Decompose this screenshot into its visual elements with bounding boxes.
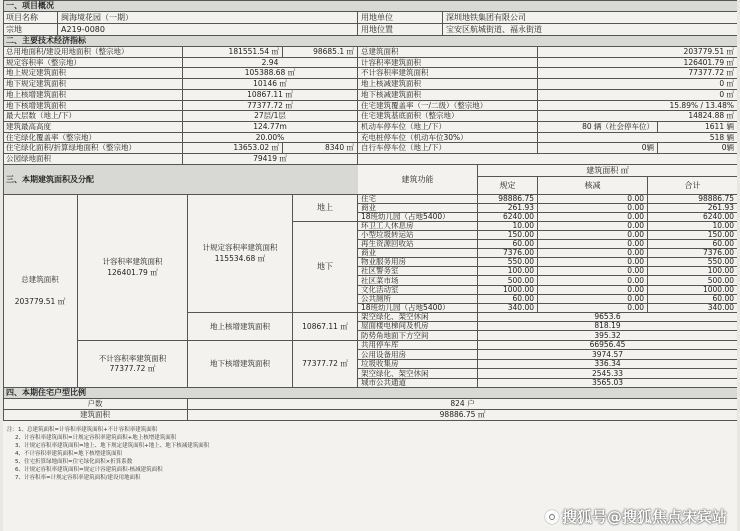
function-name: 18班幼儿园（占地5400） xyxy=(358,213,478,222)
indicator-value: 0辆 xyxy=(538,143,658,154)
area-reduce: 0.00 xyxy=(538,213,648,222)
indicator-label: 地下规定建筑面积 xyxy=(3,79,183,90)
footnote: 7、计容积率=计规定容积率建筑面积/建设用地面积 xyxy=(15,475,141,481)
added-function-name: 垃圾收集房 xyxy=(358,360,478,369)
above-ground-label: 地上 xyxy=(293,195,358,222)
header-total: 合计 xyxy=(648,177,737,195)
footnote: 6、计规定容积率建筑面积=规定计容建筑面积-核减建筑面积 xyxy=(15,467,163,473)
total-area-value: 203779.51 ㎡ xyxy=(14,297,66,306)
area-reduce: 0.00 xyxy=(538,286,648,295)
area-total: 7376.00 xyxy=(648,249,737,258)
indicator-value-2: 0辆 xyxy=(658,143,737,154)
header-rule: 规定 xyxy=(478,177,538,195)
below-added-value: 77377.72 ㎡ xyxy=(293,341,358,388)
project-name-value: 闽海境花园（一期） xyxy=(58,12,358,24)
land-user-value: 深圳地铁集团有限公司 xyxy=(443,12,737,24)
function-name: 环卫工人休息房 xyxy=(358,222,478,231)
header-reduce: 核减 xyxy=(538,177,648,195)
total-area xyxy=(3,195,78,388)
project-name-label: 项目名称 xyxy=(3,12,58,24)
far-area xyxy=(78,195,188,341)
land-user-label: 用地单位 xyxy=(358,12,443,24)
land-planning-permit-sheet xyxy=(3,0,737,531)
total-area-label: 总建筑面积 xyxy=(21,274,59,284)
indicator-value: 0 ㎡ xyxy=(538,90,737,101)
indicator-label: 地下核减建筑面积 xyxy=(358,90,538,101)
area-total: 500.00 xyxy=(648,276,737,286)
above-added-value: 10867.11 ㎡ xyxy=(293,313,358,341)
added-area-value: 3974.57 xyxy=(478,350,737,360)
watermark-text: 搜狐号@搜狐焦点宋宾站 xyxy=(561,508,727,526)
area-total: 98886.75 xyxy=(648,195,737,204)
rule-far-value: 115534.68 ㎡ xyxy=(214,253,266,263)
function-name: 商业 xyxy=(358,249,478,258)
section2-title: 二、主要技术经济指标 xyxy=(3,36,737,47)
function-name: 再生资源回收站 xyxy=(358,240,478,249)
area-reduce: 0.00 xyxy=(538,267,648,276)
area-reduce: 0.00 xyxy=(538,276,648,286)
above-added-label: 地上核增建筑面积 xyxy=(188,313,293,341)
area-rule: 60.00 xyxy=(478,240,538,249)
added-area-value: 66956.45 xyxy=(478,341,737,350)
area-reduce: 0.00 xyxy=(538,258,648,267)
function-name: 物业服务用房 xyxy=(358,258,478,267)
households-value: 824 户 xyxy=(188,399,737,410)
added-area-value: 818.19 xyxy=(478,322,737,331)
sohu-logo-icon xyxy=(545,510,559,524)
added-area-value: 395.32 xyxy=(478,331,737,341)
indicator-label: 地上规定建筑面积 xyxy=(3,68,183,79)
added-area-value: 336.34 xyxy=(478,360,737,369)
function-name: 小型垃圾转运站 xyxy=(358,231,478,240)
indicator-label: 计容积率建筑面积 xyxy=(358,58,538,68)
indicator-label: 建筑最高高度 xyxy=(3,122,183,133)
area-rule: 100.00 xyxy=(478,267,538,276)
footnote: 4、不计容积率建筑面积=地下核增建筑面积 xyxy=(15,451,123,457)
land-location-label: 用地位置 xyxy=(358,24,443,36)
added-function-name: 城市公共通道 xyxy=(358,379,478,388)
area-reduce: 0.00 xyxy=(538,240,648,249)
indicator-value: 124.77m xyxy=(183,122,358,133)
added-function-name: 屋面楼电梯间及机房 xyxy=(358,322,478,331)
area-rule: 500.00 xyxy=(478,276,538,286)
non-far-value: 77377.72 ㎡ xyxy=(109,364,156,373)
header-area: 建筑面积 ㎡ xyxy=(478,165,737,177)
indicator-label: 充电桩停车位（机动车位30%） xyxy=(358,133,538,143)
blank-cell xyxy=(358,154,737,165)
area-reduce: 0.00 xyxy=(538,295,648,304)
indicator-value: 80 辆（社会停车位） xyxy=(538,122,658,133)
indicator-label: 地下核增建筑面积 xyxy=(3,101,183,111)
indicator-label: 住宅建筑基底面积（整宗地） xyxy=(358,111,538,122)
indicator-value: 10867.11 ㎡ xyxy=(183,90,358,101)
area-reduce: 0.00 xyxy=(538,304,648,313)
section3-title: 三、本期建筑面积及分配 xyxy=(3,165,358,195)
households-label: 户数 xyxy=(3,399,188,410)
indicator-value: 126401.79 ㎡ xyxy=(538,58,737,68)
function-name: 文化活动室 xyxy=(358,286,478,295)
area-rule: 340.00 xyxy=(478,304,538,313)
below-added-label: 地下核增建筑面积 xyxy=(188,341,293,388)
indicator-value: 2.94 xyxy=(183,58,358,68)
added-area-value: 3565.03 xyxy=(478,379,737,388)
function-name: 社区警务室 xyxy=(358,267,478,276)
footnote: 5、住宅折算绿地面积=住宅绿化面积×折算系数 xyxy=(15,459,133,465)
indicator-label: 最大层数（地上/下） xyxy=(3,111,183,122)
indicator-value: 13653.02 ㎡ xyxy=(183,143,283,154)
area-total: 150.00 xyxy=(648,231,737,240)
area-total: 550.00 xyxy=(648,258,737,267)
indicator-label: 总建筑面积 xyxy=(358,47,538,58)
indicator-label: 不计容积率建筑面积 xyxy=(358,68,538,79)
indicator-value-2: 98685.1 ㎡ xyxy=(283,47,358,58)
area-total: 340.00 xyxy=(648,304,737,313)
area-rule: 261.93 xyxy=(478,204,538,213)
indicator-value: 203779.51 ㎡ xyxy=(538,47,737,58)
area-rule: 1000.00 xyxy=(478,286,538,295)
below-ground-label: 地下 xyxy=(293,222,358,313)
indicator-value: 518 辆 xyxy=(538,133,737,143)
indicator-label: 公园绿地面积 xyxy=(3,154,183,165)
function-name: 商业 xyxy=(358,204,478,213)
area-total: 60.00 xyxy=(648,295,737,304)
res-area-label: 建筑面积 xyxy=(3,410,188,421)
added-function-name: 防势角地面下方空间 xyxy=(358,331,478,341)
res-area-value: 98886.75 ㎡ xyxy=(188,410,737,421)
added-function-name: 架空绿化、架空休闲 xyxy=(358,369,478,379)
section4-title: 四、本期住宅户型比例 xyxy=(3,388,737,399)
indicator-value: 105388.68 ㎡ xyxy=(183,68,358,79)
area-reduce: 0.00 xyxy=(538,195,648,204)
added-area-value: 9653.6 xyxy=(478,313,737,322)
area-total: 6240.00 xyxy=(648,213,737,222)
area-total: 10.00 xyxy=(648,222,737,231)
added-function-name: 共用停车库 xyxy=(358,341,478,350)
indicator-value-2: 8340 ㎡ xyxy=(283,143,358,154)
far-value: 126401.79 ㎡ xyxy=(107,267,158,277)
area-reduce: 0.00 xyxy=(538,249,648,258)
area-total: 261.93 xyxy=(648,204,737,213)
indicator-value: 77377.72 ㎡ xyxy=(538,68,737,79)
footnote: 3、计规定容积率建筑面积=地上、地下规定建筑面积+地上、地下核减建筑面积 xyxy=(15,443,210,449)
area-total: 1000.00 xyxy=(648,286,737,295)
watermark xyxy=(545,506,727,527)
area-reduce: 0.00 xyxy=(538,231,648,240)
far-label: 计容积率建筑面积 xyxy=(102,257,163,266)
area-total: 100.00 xyxy=(648,267,737,276)
added-function-name: 架空绿化、架空休闲 xyxy=(358,313,478,322)
function-name: 18班幼儿园（占地5400） xyxy=(358,304,478,313)
indicator-value: 181551.54 ㎡ xyxy=(183,47,283,58)
function-name: 社区菜市场 xyxy=(358,276,478,286)
added-area-value: 2545.33 xyxy=(478,369,737,379)
indicator-label: 机动车停车位（地上/下） xyxy=(358,122,538,133)
indicator-label: 地上核增建筑面积 xyxy=(3,90,183,101)
indicator-value: 77377.72 ㎡ xyxy=(183,101,358,111)
area-rule: 7376.00 xyxy=(478,249,538,258)
function-name: 住宅 xyxy=(358,195,478,204)
indicator-value: 15.89% / 13.48% xyxy=(538,101,737,111)
indicator-value: 27层/1层 xyxy=(183,111,358,122)
indicator-value: 79419 ㎡ xyxy=(183,154,358,165)
area-reduce: 0.00 xyxy=(538,204,648,213)
added-function-name: 公用设备用房 xyxy=(358,350,478,360)
indicator-value: 20.00% xyxy=(183,133,358,143)
indicator-label: 住宅建筑覆盖率（一/二级）（整宗地） xyxy=(358,101,538,111)
indicator-label: 住宅绿化覆盖率（整宗地） xyxy=(3,133,183,143)
area-rule: 10.00 xyxy=(478,222,538,231)
function-name: 公共厕所 xyxy=(358,295,478,304)
indicator-label: 住宅绿化面积/折算绿地面积（整宗地） xyxy=(3,143,183,154)
area-rule: 550.00 xyxy=(478,258,538,267)
area-total: 60.00 xyxy=(648,240,737,249)
parcel-label: 宗地 xyxy=(3,24,58,36)
indicator-value: 14824.88 ㎡ xyxy=(538,111,737,122)
indicator-label: 总用地面积/建设用地面积（整宗地） xyxy=(3,47,183,58)
section1-title: 一、项目概况 xyxy=(3,0,737,12)
indicator-value: 0 ㎡ xyxy=(538,79,737,90)
indicator-label: 地上核减建筑面积 xyxy=(358,79,538,90)
rule-far-label: 计规定容积率建筑面积 xyxy=(202,243,278,252)
rule-far-area xyxy=(188,195,293,313)
land-location-value: 宝安区航城街道、福永街道 xyxy=(443,24,737,36)
area-rule: 150.00 xyxy=(478,231,538,240)
area-reduce: 0.00 xyxy=(538,222,648,231)
indicator-label: 自行车停车位（地上/下） xyxy=(358,143,538,154)
footnote: 2、计容积率建筑面积=计规定容积率建筑面积+地上核增建筑面积 xyxy=(15,435,177,441)
non-far-label: 不计容积率建筑面积 xyxy=(98,353,167,363)
area-rule: 60.00 xyxy=(478,295,538,304)
footnote: 注：1、总建筑面积=计容积率建筑面积+不计容积率建筑面积 xyxy=(7,427,158,433)
area-rule: 98886.75 xyxy=(478,195,538,204)
indicator-label: 规定容积率（整宗地） xyxy=(3,58,183,68)
header-building-function: 建筑功能 xyxy=(358,165,478,195)
indicator-value: 10146 ㎡ xyxy=(183,79,358,90)
parcel-value: A219-0080 xyxy=(58,24,358,36)
area-rule: 6240.00 xyxy=(478,213,538,222)
non-far-area xyxy=(78,341,188,388)
indicator-value-2: 1611 辆 xyxy=(658,122,737,133)
